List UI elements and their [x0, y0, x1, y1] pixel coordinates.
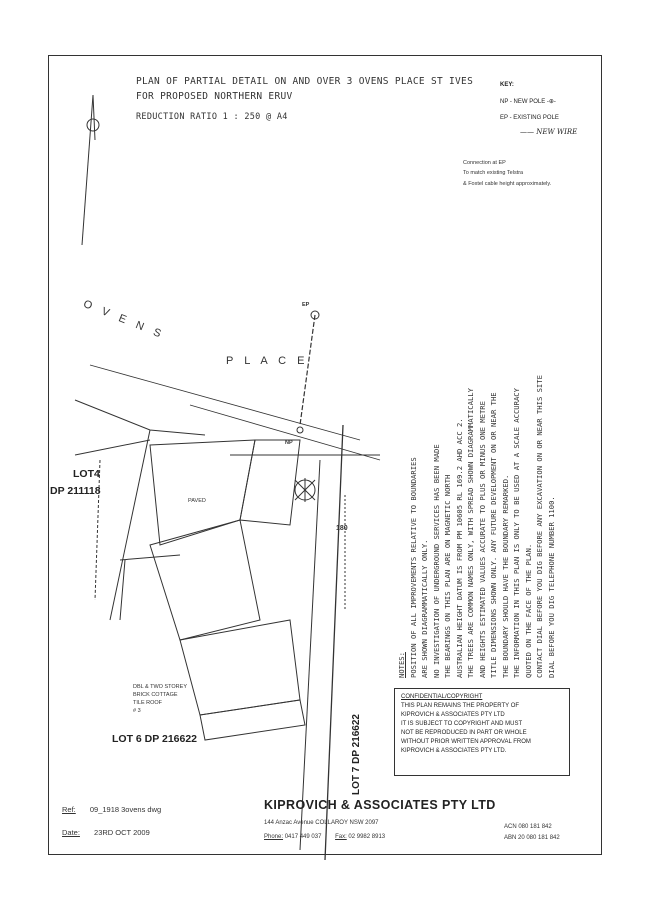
connection-note-1: Connection at EP — [463, 160, 506, 166]
ref-row — [62, 805, 161, 814]
plan-title-line1: PLAN OF PARTIAL DETAIL ON AND OVER 3 OVENS PLACE ST IVES — [136, 76, 474, 87]
phone-fax-row — [264, 834, 385, 840]
key-new-pole: NP - NEW POLE -⊕- — [500, 99, 556, 105]
plan-notes — [396, 375, 557, 678]
key-existing-pole: EP - EXISTING POLE — [500, 115, 559, 121]
notes-line: CONTACT DIAL BEFORE YOU DIG BEFORE ANY EXCAVATION ON OR NEAR THIS SITE — [535, 375, 544, 678]
key-new-wire: —— NEW WIRE — [520, 128, 578, 136]
notes-line: THE TREES ARE COMMON NAMES ONLY, WITH SPREAD SHOWN DIAGRAMMATICALLY — [466, 388, 475, 678]
connection-note-3: & Foxtel cable height approximately. — [463, 181, 552, 187]
notes-line: THE INFORMATION IN THIS PLAN IS ONLY TO BE USED AT A SCALE ACCURACY — [512, 388, 521, 678]
notes-line: DIAL BEFORE YOU DIG TELEPHONE NUMBER 1100. — [546, 496, 556, 678]
lot6-label: LOT 6 DP 216622 — [112, 733, 198, 745]
fax-label: Fax: — [335, 834, 347, 840]
notes-line: NO INVESTIGATION OF UNDERGROUND SERVICES HAS BEEN MADE — [431, 444, 441, 678]
confidential-line: NOT BE REPRODUCED IN PART OR WHOLE — [401, 730, 527, 736]
reduction-ratio: REDUCTION RATIO 1 : 250 @ A4 — [136, 112, 288, 122]
tree-symbol — [295, 478, 315, 502]
north-arrow-circle — [87, 119, 99, 131]
notes-line: THE BEARINGS ON THIS PLAN ARE ON MAGNETIC NORTH — [443, 474, 452, 678]
confidential-box — [394, 688, 570, 776]
notes-line: AND HEIGHTS ESTIMATED VALUES ACCURATE TO PLUS OR MINUS ONE METRE — [477, 401, 487, 678]
confidential-line: IT IS SUBJECT TO COPYRIGHT AND MUST — [401, 721, 523, 727]
notes-heading: NOTES: — [397, 652, 406, 678]
notes-line: THE BOUNDARY SHOULD HAVE THE BOUNDARY REMARKED. — [500, 474, 510, 678]
plan-title-line2: FOR PROPOSED NORTHERN ERUV — [136, 91, 293, 102]
date-label: Date: — [62, 828, 80, 837]
lot7-label: LOT 7 DP 216622 — [351, 714, 362, 795]
notes-line: AUSTRALIAN HEIGHT DATUM IS FROM PM 10605 RL 169.2 AHD ACC 2. — [454, 418, 464, 678]
paved-label: PAVED — [188, 498, 206, 504]
lot4-label: LOT4 — [73, 468, 100, 480]
connection-note-2: To match existing Telstra — [463, 170, 524, 176]
ref-value: 09_1918 3ovens dwg — [89, 805, 162, 814]
confidential-heading: CONFIDENTIAL/COPYRIGHT — [401, 694, 483, 700]
date-row — [62, 828, 150, 837]
confidential-line: THIS PLAN REMAINS THE PROPERTY OF — [401, 703, 520, 709]
fax-value: 02 9982 8913 — [348, 834, 386, 840]
north-arrow-line — [82, 95, 93, 245]
confidential-line: WITHOUT PRIOR WRITTEN APPROVAL FROM — [401, 739, 531, 745]
date-value: 23RD OCT 2009 — [94, 828, 150, 837]
np-label: NP — [285, 440, 293, 446]
company-name: KIPROVICH & ASSOCIATES PTY LTD — [264, 798, 496, 812]
dp-211118-label: DP 211118 — [50, 485, 101, 497]
phone-label: Phone: — [264, 834, 284, 840]
cottage-label: DBL & TWO STOREY BRICK COTTAGE TILE ROOF # 3 — [133, 684, 187, 714]
notes-line: TITLE DIMENSIONS SHOWN ONLY. ANY FUTURE DEVELOPMENT ON OR NEAR THE — [489, 392, 498, 678]
confidential-line: KIPROVICH & ASSOCIATES PTY LTD — [401, 712, 505, 718]
street-label-place: P L A C E — [226, 355, 309, 367]
company-address: 144 Anzac Avenue COLLAROY NSW 2097 — [264, 820, 379, 826]
notes-line: QUOTED ON THE FACE OF THE PLAN. — [523, 543, 533, 678]
dimension-180: 180 — [336, 525, 348, 532]
key-heading: KEY: — [500, 82, 514, 88]
ref-label: Ref: — [62, 805, 76, 814]
notes-line: POSITION OF ALL IMPROVEMENTS RELATIVE TO BOUNDARIES — [408, 457, 418, 678]
ep-label: EP — [302, 302, 310, 308]
acn: ACN 080 181 842 — [504, 824, 552, 830]
abn: ABN 20 080 181 842 — [504, 835, 560, 841]
new-pole-symbol — [297, 427, 303, 433]
confidential-line: KIPROVICH & ASSOCIATES PTY LTD. — [401, 748, 507, 754]
phone-value: 0417 449 037 — [284, 834, 322, 840]
street-label-ovens: O V E N S — [81, 298, 167, 342]
notes-line: ARE SHOWN DIAGRAMMATICALLY ONLY. — [420, 539, 429, 678]
